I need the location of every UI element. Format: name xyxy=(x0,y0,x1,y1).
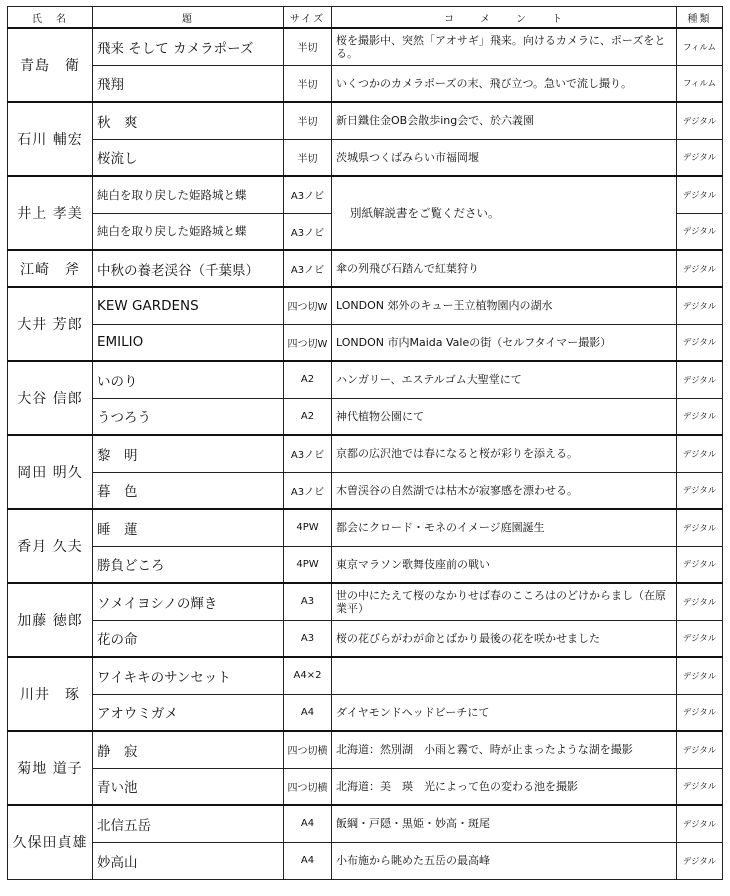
photo-title: 北信五岳 xyxy=(93,805,284,842)
photo-title: 妙高山 xyxy=(93,842,284,879)
photo-comment: 新日鐵住金OB会散歩ing会で、於六義園 xyxy=(332,102,677,139)
photo-title: いのり xyxy=(93,361,284,398)
photo-comment: 京都の広沢池では春になると桜が彩りを添える。 xyxy=(332,435,677,472)
photo-comment: 北海道：然別湖 小雨と霧で、時が止まったような湖を撮影 xyxy=(332,731,677,768)
media-type: デジタル xyxy=(677,102,723,139)
photo-comment: 別紙解説書をご覧ください。 xyxy=(332,176,677,250)
print-size: A3 xyxy=(284,620,332,657)
table-row xyxy=(8,509,723,546)
photo-title: 桜流し xyxy=(93,139,284,176)
print-size: 4PW xyxy=(284,509,332,546)
print-size: A4 xyxy=(284,694,332,731)
print-size: 半切 xyxy=(284,139,332,176)
media-type: デジタル xyxy=(677,805,723,842)
photographer-name: 青島 衛 xyxy=(8,28,93,102)
photo-title: 黎 明 xyxy=(93,435,284,472)
table-row xyxy=(8,620,723,657)
photo-title: 花の命 xyxy=(93,620,284,657)
print-size: A3ノビ xyxy=(284,472,332,509)
photo-title: 秋 爽 xyxy=(93,102,284,139)
photo-title: 純白を取り戻した姫路城と蝶 xyxy=(93,213,284,250)
photo-title: KEW GARDENS xyxy=(93,287,284,324)
print-size: 四つ切W xyxy=(284,287,332,324)
table-row xyxy=(8,28,723,65)
media-type: デジタル xyxy=(677,361,723,398)
header-comment: コ メ ン ト xyxy=(332,7,677,29)
photo-title: 静 寂 xyxy=(93,731,284,768)
photo-comment: 傘の列飛び石踏んで紅葉狩り xyxy=(332,250,677,287)
media-type: デジタル xyxy=(677,213,723,250)
photo-title: 睡 蓮 xyxy=(93,509,284,546)
media-type: デジタル xyxy=(677,694,723,731)
header-title: 題 xyxy=(93,7,284,29)
photo-comment: 東京マラソン歌舞伎座前の戦い xyxy=(332,546,677,583)
print-size: A3ノビ xyxy=(284,250,332,287)
photo-comment: 神代植物公園にて xyxy=(332,398,677,435)
photo-comment: ダイヤモンドヘッドビーチにて xyxy=(332,694,677,731)
media-type: デジタル xyxy=(677,768,723,805)
table-row xyxy=(8,842,723,879)
table-row xyxy=(8,361,723,398)
print-size: A4 xyxy=(284,842,332,879)
media-type: デジタル xyxy=(677,509,723,546)
table-row xyxy=(8,398,723,435)
table-row xyxy=(8,768,723,805)
table-row xyxy=(8,102,723,139)
photographer-name: 大谷 信郎 xyxy=(8,361,93,435)
photo-comment: 飯綱・戸隠・黒姫・妙高・斑尾 xyxy=(332,805,677,842)
photographer-name: 岡田 明久 xyxy=(8,435,93,509)
table-row xyxy=(8,694,723,731)
header-row xyxy=(8,7,723,29)
photo-title: EMILIO xyxy=(93,324,284,361)
print-size: 四つ切横 xyxy=(284,731,332,768)
photo-title: 青い池 xyxy=(93,768,284,805)
print-size: A4 xyxy=(284,805,332,842)
media-type: デジタル xyxy=(677,842,723,879)
photo-comment: 茨城県つくばみらい市福岡堰 xyxy=(332,139,677,176)
photo-comment: 桜を撮影中、突然「アオサギ」飛来。向けるカメラに、ポーズをとる。 xyxy=(332,28,677,65)
print-size: 半切 xyxy=(284,28,332,65)
media-type: デジタル xyxy=(677,250,723,287)
media-type: デジタル xyxy=(677,620,723,657)
print-size: 4PW xyxy=(284,546,332,583)
print-size: A4×2 xyxy=(284,657,332,694)
table-row xyxy=(8,435,723,472)
photo-title: 中秋の養老渓谷（千葉県） xyxy=(93,250,284,287)
table-row xyxy=(8,65,723,102)
media-type: デジタル xyxy=(677,472,723,509)
table-row xyxy=(8,176,723,213)
media-type: デジタル xyxy=(677,139,723,176)
photographer-name: 菊地 道子 xyxy=(8,731,93,805)
photographer-name: 久保田貞雄 xyxy=(8,805,93,879)
photo-comment: 都会にクロード・モネのイメージ庭園誕生 xyxy=(332,509,677,546)
media-type: デジタル xyxy=(677,324,723,361)
table-row xyxy=(8,287,723,324)
table-row xyxy=(8,657,723,694)
photographer-name: 井上 孝美 xyxy=(8,176,93,250)
media-type: デジタル xyxy=(677,583,723,620)
photo-comment xyxy=(332,657,677,694)
media-type: デジタル xyxy=(677,731,723,768)
media-type: デジタル xyxy=(677,398,723,435)
photographer-name: 香月 久夫 xyxy=(8,509,93,583)
table-row xyxy=(8,139,723,176)
photo-title: 純白を取り戻した姫路城と蝶 xyxy=(93,176,284,213)
photo-comment: いくつかのカメラポーズの末、飛び立つ。急いで流し撮り。 xyxy=(332,65,677,102)
photo-title: うつろう xyxy=(93,398,284,435)
print-size: A2 xyxy=(284,398,332,435)
photo-title: 暮 色 xyxy=(93,472,284,509)
print-size: 四つ切W xyxy=(284,324,332,361)
print-size: 四つ切横 xyxy=(284,768,332,805)
table-row xyxy=(8,250,723,287)
media-type: デジタル xyxy=(677,546,723,583)
photographer-name: 加藤 徳郎 xyxy=(8,583,93,657)
media-type: フィルム xyxy=(677,65,723,102)
header-size: サイズ xyxy=(284,7,332,29)
photographer-name: 江崎 斧 xyxy=(8,250,93,287)
photo-comment: 桜の花びらがわが命とばかり最後の花を咲かせました xyxy=(332,620,677,657)
photo-title: アオウミガメ xyxy=(93,694,284,731)
photo-comment: LONDON 市内Maida Valeの街（セルフタイマー撮影） xyxy=(332,324,677,361)
photographer-name: 石川 輔宏 xyxy=(8,102,93,176)
photo-title: 飛来 そして カメラポーズ xyxy=(93,28,284,65)
photo-title: ソメイヨシノの輝き xyxy=(93,583,284,620)
table-row xyxy=(8,472,723,509)
photographer-name: 川井 琢 xyxy=(8,657,93,731)
photo-comment: LONDON 郊外のキュー王立植物園内の湖水 xyxy=(332,287,677,324)
table-row xyxy=(8,731,723,768)
photo-comment: 小布施から眺めた五岳の最高峰 xyxy=(332,842,677,879)
photo-comment: ハンガリー、エステルゴム大聖堂にて xyxy=(332,361,677,398)
header-name: 氏 名 xyxy=(8,7,93,29)
photographer-name: 大井 芳郎 xyxy=(8,287,93,361)
media-type: デジタル xyxy=(677,287,723,324)
exhibition-list xyxy=(7,6,722,880)
print-size: A3 xyxy=(284,583,332,620)
print-size: 半切 xyxy=(284,65,332,102)
table-row xyxy=(8,805,723,842)
photo-title: ワイキキのサンセット xyxy=(93,657,284,694)
photo-comment: 木曽渓谷の自然湖では枯木が寂寥感を漂わせる。 xyxy=(332,472,677,509)
header-type: 種類 xyxy=(677,7,723,29)
print-size: 半切 xyxy=(284,102,332,139)
entries-table xyxy=(7,6,723,880)
table-row xyxy=(8,583,723,620)
media-type: デジタル xyxy=(677,657,723,694)
table-row xyxy=(8,324,723,361)
table-row xyxy=(8,546,723,583)
media-type: デジタル xyxy=(677,435,723,472)
media-type: デジタル xyxy=(677,176,723,213)
photo-title: 勝負どころ xyxy=(93,546,284,583)
media-type: フィルム xyxy=(677,28,723,65)
print-size: A3ノビ xyxy=(284,176,332,213)
photo-comment: 北海道：美 瑛 光によって色の変わる池を撮影 xyxy=(332,768,677,805)
print-size: A3ノビ xyxy=(284,213,332,250)
photo-title: 飛翔 xyxy=(93,65,284,102)
photo-comment: 世の中にたえて桜のなかりせば春のこころはのどけからまし（在原業平） xyxy=(332,583,677,620)
print-size: A2 xyxy=(284,361,332,398)
print-size: A3ノビ xyxy=(284,435,332,472)
